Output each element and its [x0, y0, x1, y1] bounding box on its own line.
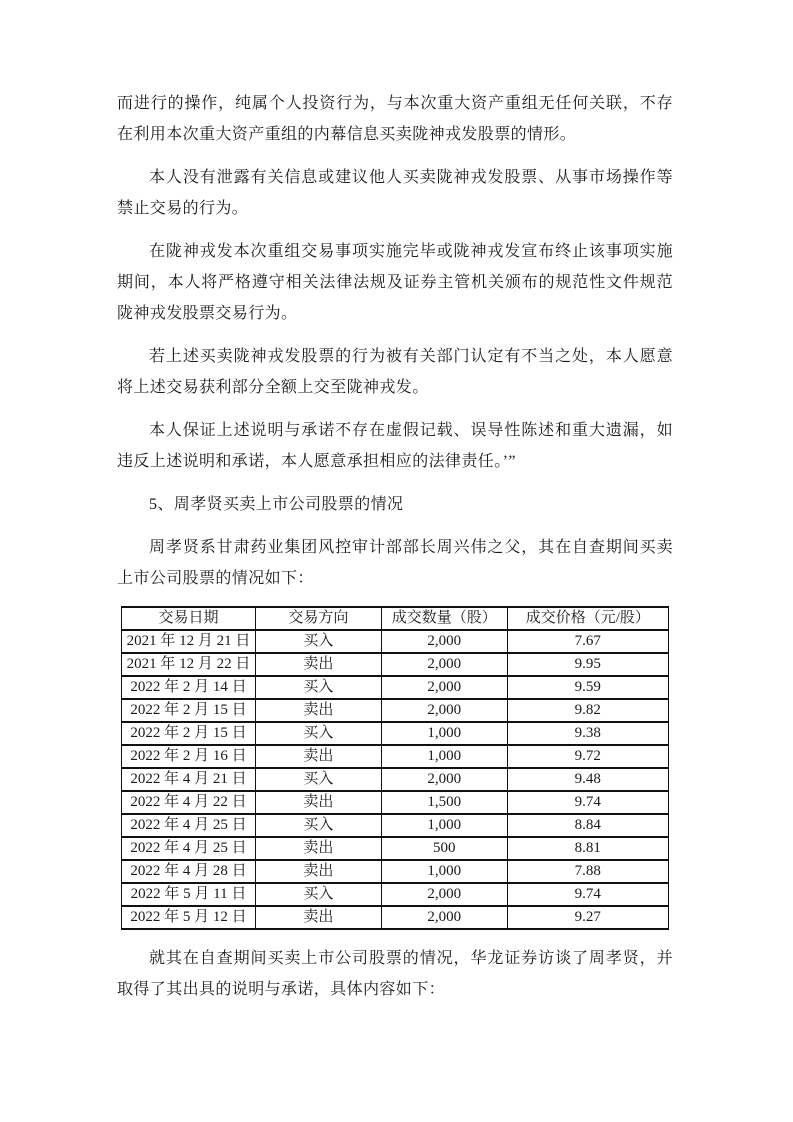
- table-cell-direction: 卖出: [256, 653, 382, 676]
- table-header-cell-direction: 交易方向: [256, 607, 382, 630]
- table-cell-direction: 卖出: [256, 699, 382, 722]
- paragraph-guarantee-statement: 本人保证上述说明与承诺不存在虚假记载、误导性陈述和重大遗漏，如违反上述说明和承诺，本人愿意承担相应的法律责任。’”: [117, 422, 673, 470]
- table-cell-date: 2022 年 2 月 15 日: [122, 699, 256, 722]
- table-cell-direction: 买入: [256, 676, 382, 699]
- table-cell-direction: 买入: [256, 722, 382, 745]
- table-cell-price: 9.59: [507, 676, 668, 699]
- table-cell-price: 8.81: [507, 837, 668, 860]
- section-heading: 5、周孝贤买卖上市公司股票的情况: [149, 496, 404, 513]
- table-cell-price: 9.38: [507, 722, 668, 745]
- table-cell-volume: 2,000: [381, 883, 507, 906]
- table-cell-price: 9.74: [507, 883, 668, 906]
- paragraph-no-leak-statement: 本人没有泄露有关信息或建议他人买卖陇神戎发股票、从事市场操作等禁止交易的行为。: [117, 169, 673, 217]
- table-cell-direction: 卖出: [256, 745, 382, 768]
- table-row: [122, 699, 669, 722]
- table-cell-volume: 1,000: [381, 814, 507, 837]
- table-cell-price: 9.74: [507, 791, 668, 814]
- paragraph-interview-statement: 就其在自查期间买卖上市公司股票的情况，华龙证券访谈了周孝贤，并取得了其出具的说明与承诺，具体内容如下：: [117, 950, 673, 998]
- table-cell-volume: 1,000: [381, 745, 507, 768]
- table-cell-volume: 1,000: [381, 860, 507, 883]
- table-row: [122, 837, 669, 860]
- table-cell-volume: 2,000: [381, 630, 507, 653]
- table-cell-price: 9.95: [507, 653, 668, 676]
- table-cell-date: 2022 年 4 月 22 日: [122, 791, 256, 814]
- table-cell-price: 9.82: [507, 699, 668, 722]
- table-cell-direction: 卖出: [256, 906, 382, 929]
- table-cell-volume: 500: [381, 837, 507, 860]
- table-header-cell-volume: 成交数量（股）: [381, 607, 507, 630]
- paragraph-profit-surrender-statement: 若上述买卖陇神戎发股票的行为被有关部门认定有不当之处，本人愿意将上述交易获利部分全额上交至陇神戎发。: [117, 348, 673, 396]
- table-row: [122, 722, 669, 745]
- table-cell-price: 9.27: [507, 906, 668, 929]
- table-cell-date: 2022 年 2 月 14 日: [122, 676, 256, 699]
- table-cell-volume: 2,000: [381, 653, 507, 676]
- table-row: [122, 860, 669, 883]
- table-row: [122, 653, 669, 676]
- table-cell-date: 2021 年 12 月 22 日: [122, 653, 256, 676]
- table-cell-price: 8.84: [507, 814, 668, 837]
- table-cell-direction: 买入: [256, 814, 382, 837]
- table-row: [122, 676, 669, 699]
- table-cell-date: 2022 年 5 月 12 日: [122, 906, 256, 929]
- table-cell-volume: 2,000: [381, 699, 507, 722]
- table-row: [122, 883, 669, 906]
- table-row: [122, 630, 669, 653]
- table-cell-volume: 1,000: [381, 722, 507, 745]
- document-content: [117, 88, 673, 1017]
- table-cell-volume: 1,500: [381, 791, 507, 814]
- table-row: [122, 745, 669, 768]
- table-cell-volume: 2,000: [381, 906, 507, 929]
- table-row: [122, 814, 669, 837]
- table-cell-date: 2022 年 4 月 25 日: [122, 814, 256, 837]
- table-cell-direction: 卖出: [256, 837, 382, 860]
- table-header-row: [122, 607, 669, 630]
- table-cell-direction: 买入: [256, 883, 382, 906]
- transactions-table: [121, 606, 669, 930]
- table-cell-direction: 买入: [256, 768, 382, 791]
- table-cell-volume: 2,000: [381, 676, 507, 699]
- table-cell-direction: 卖出: [256, 791, 382, 814]
- paragraph-continuation: 而进行的操作，纯属个人投资行为，与本次重大资产重组无任何关联，不存在利用本次重大资产重组的内幕信息买卖陇神戎发股票的情形。: [117, 95, 673, 143]
- table-cell-price: 9.48: [507, 768, 668, 791]
- table-cell-date: 2022 年 4 月 21 日: [122, 768, 256, 791]
- table-cell-price: 9.72: [507, 745, 668, 768]
- table-row: [122, 906, 669, 929]
- table-row: [122, 768, 669, 791]
- table-cell-date: 2022 年 2 月 15 日: [122, 722, 256, 745]
- table-cell-date: 2022 年 5 月 11 日: [122, 883, 256, 906]
- table-cell-direction: 卖出: [256, 860, 382, 883]
- paragraph-zhouxiaoxian-intro: 周孝贤系甘肃药业集团风控审计部部长周兴伟之父，其在自查期间买卖上市公司股票的情况如下：: [117, 539, 673, 587]
- table-cell-date: 2022 年 4 月 25 日: [122, 837, 256, 860]
- paragraph-compliance-statement: 在陇神戎发本次重组交易事项实施完毕或陇神戎发宣布终止该事项实施期间，本人将严格遵守相关法律法规及证券主管机关颁布的规范性文件规范陇神戎发股票交易行为。: [117, 243, 673, 322]
- table-cell-price: 7.67: [507, 630, 668, 653]
- table-cell-direction: 买入: [256, 630, 382, 653]
- table-cell-price: 7.88: [507, 860, 668, 883]
- table-cell-date: 2021 年 12 月 21 日: [122, 630, 256, 653]
- table-cell-volume: 2,000: [381, 768, 507, 791]
- table-row: [122, 791, 669, 814]
- table-cell-date: 2022 年 2 月 16 日: [122, 745, 256, 768]
- table-header-cell-price: 成交价格（元/股）: [507, 607, 668, 630]
- table-header-cell-date: 交易日期: [122, 607, 256, 630]
- table-cell-date: 2022 年 4 月 28 日: [122, 860, 256, 883]
